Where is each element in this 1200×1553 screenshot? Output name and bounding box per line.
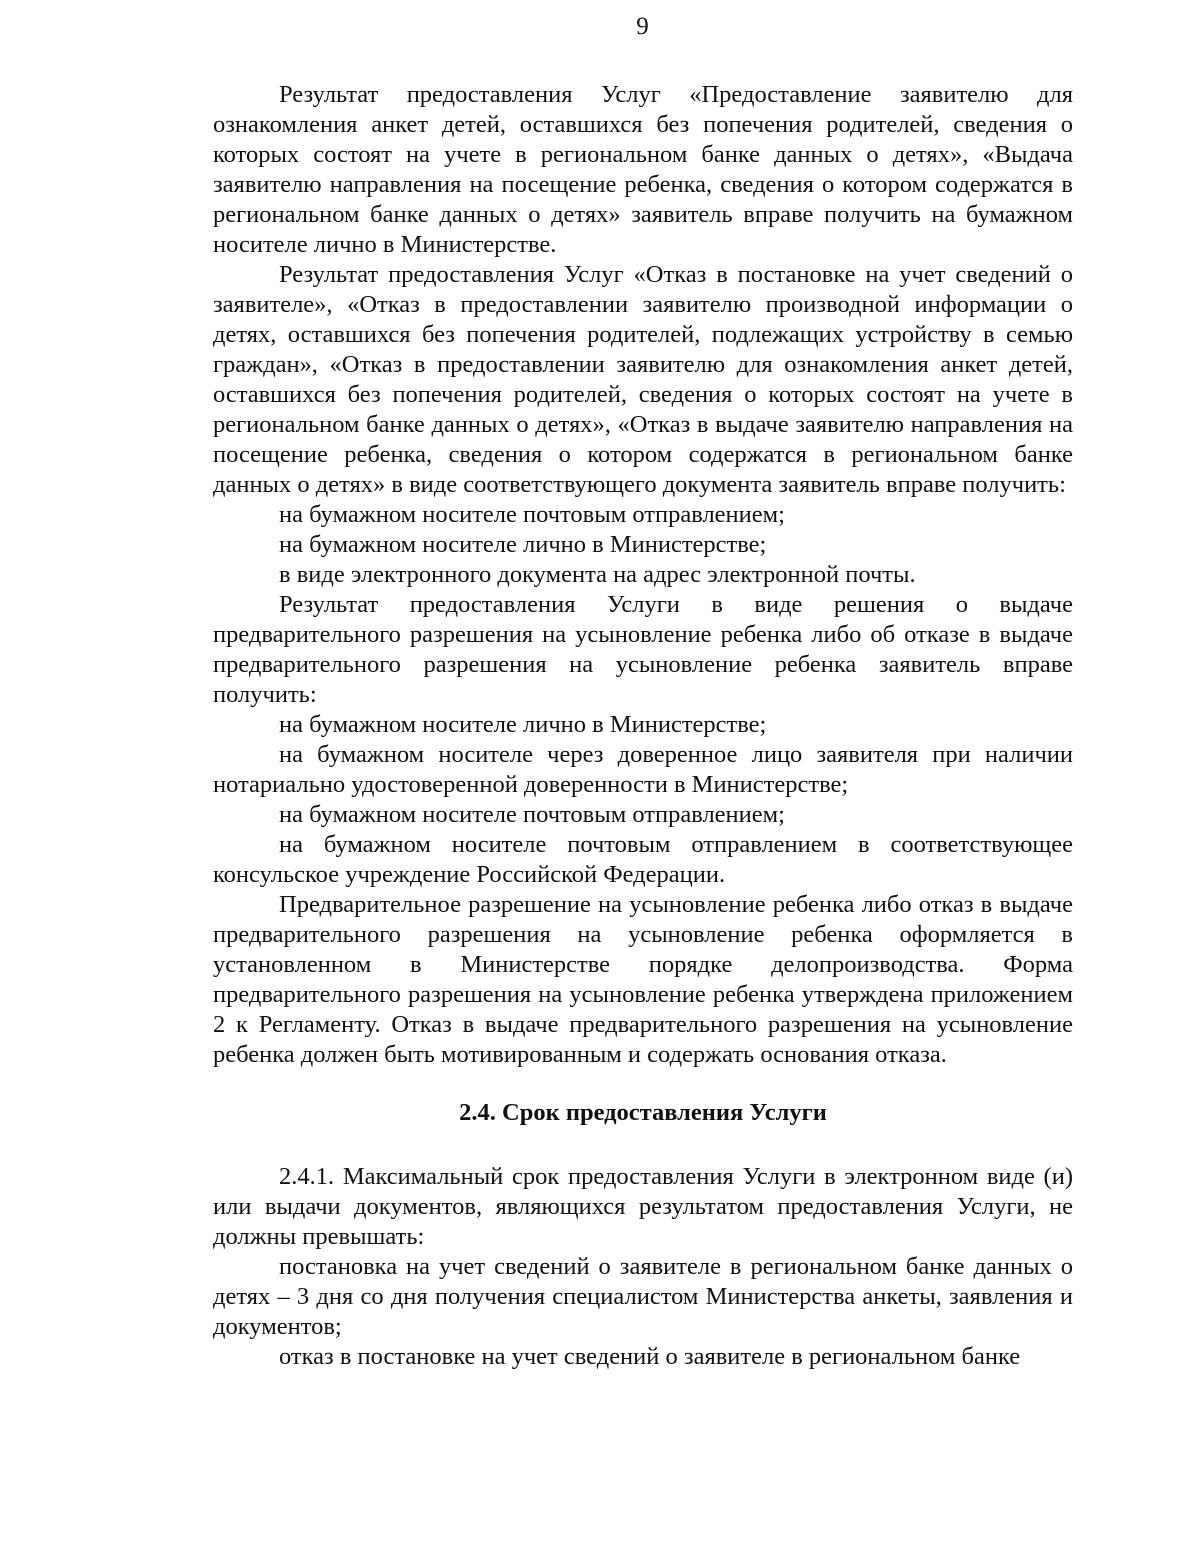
list-item: в виде электронного документа на адрес электронной почты.	[279, 561, 916, 588]
list-item: на бумажном носителе через доверенное лицо заявителя при наличии нотариально удостоверенной доверенности в Министерстве;	[213, 741, 1073, 798]
list-item: на бумажном носителе лично в Министерстве;	[279, 531, 767, 558]
page-number: 9	[636, 13, 649, 40]
section-heading: 2.4. Срок предоставления Услуги	[459, 1099, 827, 1126]
list-item: на бумажном носителе почтовым отправлением в соответствующее консульское учреждение Российской Федерации.	[213, 831, 1073, 888]
paragraph: 2.4.1. Максимальный срок предоставления Услуги в электронном виде (и) или выдачи документов, являющихся результатом предоставления Услуги, не должны превышать:	[213, 1163, 1073, 1250]
paragraph: Результат предоставления Услуг «Предоставление заявителю для ознакомления анкет детей, оставшихся без попечения родителей, сведения о которых состоят на учете в региональном банке данных о детях», «Выдача заявителю направления на посещение ребенка, сведения о котором содержатся в региональном банке данных о детях» заявитель вправе получить на бумажном носителе лично в Министерстве.	[213, 81, 1073, 258]
paragraph: Предварительное разрешение на усыновление ребенка либо отказ в выдаче предварительного разрешения на усыновление ребенка оформляется в установленном в Министерстве порядке делопроизводства. Форма предварительного разрешения на усыновление ребенка утверждена приложением 2 к Регламенту. Отказ в выдаче предварительного разрешения на усыновление ребенка должен быть мотивированным и содержать основания отказа.	[213, 891, 1073, 1068]
paragraph: Результат предоставления Услуги в виде решения о выдаче предварительного разрешения на усыновление ребенка либо об отказе в выдаче предварительного разрешения на усыновление ребенка заявитель вправе получить:	[213, 591, 1073, 708]
paragraph: Результат предоставления Услуг «Отказ в постановке на учет сведений о заявителе», «Отказ в предоставлении заявителю производной информации о детях, оставшихся без попечения родителей, подлежащих устройству в семью граждан», «Отказ в предоставлении заявителю для ознакомления анкет детей, оставшихся без попечения родителей, сведения о которых состоят на учете в региональном банке данных о детях», «Отказ в выдаче заявителю направления на посещение ребенка, сведения о котором содержатся в региональном банке данных о детях» в виде соответствующего документа заявитель вправе получить:	[213, 261, 1073, 498]
list-item: постановка на учет сведений о заявителе в региональном банке данных о детях – 3 дня со дня получения специалистом Министерства анкеты, заявления и документов;	[213, 1253, 1073, 1340]
document-body	[213, 80, 1073, 1372]
list-item: на бумажном носителе лично в Министерстве;	[279, 711, 767, 738]
list-item: отказ в постановке на учет сведений о заявителе в региональном банке	[279, 1343, 1021, 1370]
list-item: на бумажном носителе почтовым отправлением;	[279, 501, 785, 528]
list-item: на бумажном носителе почтовым отправлением;	[279, 801, 785, 828]
